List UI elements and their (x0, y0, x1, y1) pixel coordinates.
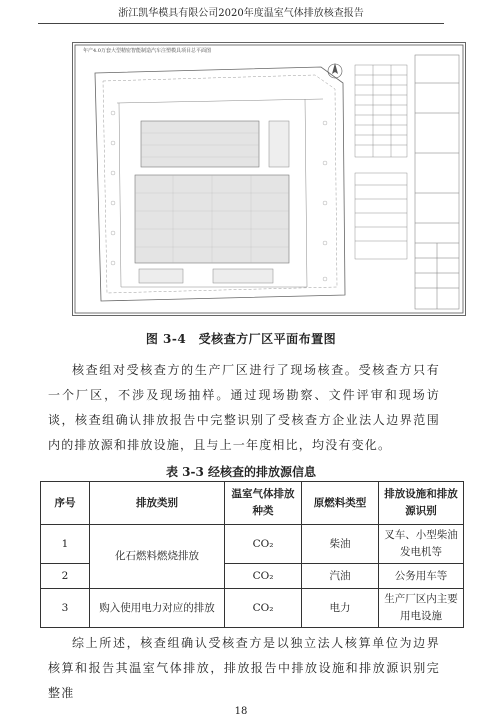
col-header-gas: 温室气体排放种类 (225, 482, 302, 525)
col-header-no: 序号 (41, 482, 90, 525)
cell-fuel: 柴油 (302, 525, 379, 564)
table-row (41, 525, 464, 564)
paragraph-verification: 核查组对受核查方的生产厂区进行了现场核查。受核查方只有一个厂区，不涉及现场抽样。通过现场勘察、文件评审和现场访谈，核查组确认排放报告中完整识别了受核查方企业法人边界范围内的排放源和排放设施，且与上一年度相比，均没有变化。 (48, 363, 440, 452)
cell-no: 1 (41, 525, 90, 564)
paragraph-conclusion: 综上所述，核查组确认受核查方是以独立法人核算单位为边界核算和报告其温室气体排放，排放报告中排放设施和排放源识别完整准 (48, 636, 440, 700)
col-header-facility: 排放设施和排放源识别 (379, 482, 464, 525)
cell-facility: 生产厂区内主要用电设施 (379, 589, 464, 628)
page-header: 浙江凯华模具有限公司2020年度温室气体排放核查报告 (38, 6, 444, 24)
cell-fuel: 电力 (302, 589, 379, 628)
emission-source-table (40, 481, 464, 628)
cell-facility: 叉车、小型柴油发电机等 (379, 525, 464, 564)
cell-gas: CO₂ (225, 589, 302, 628)
site-plan-drawing (73, 43, 465, 315)
cell-no: 3 (41, 589, 90, 628)
table-caption: 表 3-3 经核查的排放源信息 (165, 465, 317, 479)
table-header-row (41, 482, 464, 525)
cell-facility: 公务用车等 (379, 564, 464, 589)
site-plan-figure (72, 42, 466, 316)
col-header-category: 排放类别 (90, 482, 225, 525)
cell-category: 购入使用电力对应的排放 (90, 589, 225, 628)
plan-title: 年产4.0万套大型精密智能制造汽车注塑模具项目总平面图 (83, 48, 211, 54)
figure-caption: 图 3-4 受核查方厂区平面布置图 (145, 332, 337, 346)
cell-category: 化石燃料燃烧排放 (90, 525, 225, 589)
table-row (41, 589, 464, 628)
cell-gas: CO₂ (225, 564, 302, 589)
cell-fuel: 汽油 (302, 564, 379, 589)
cell-gas: CO₂ (225, 525, 302, 564)
north-arrow-icon (328, 63, 342, 78)
col-header-fuel: 原燃料类型 (302, 482, 379, 525)
cell-no: 2 (41, 564, 90, 589)
page-number: 18 (234, 706, 248, 717)
